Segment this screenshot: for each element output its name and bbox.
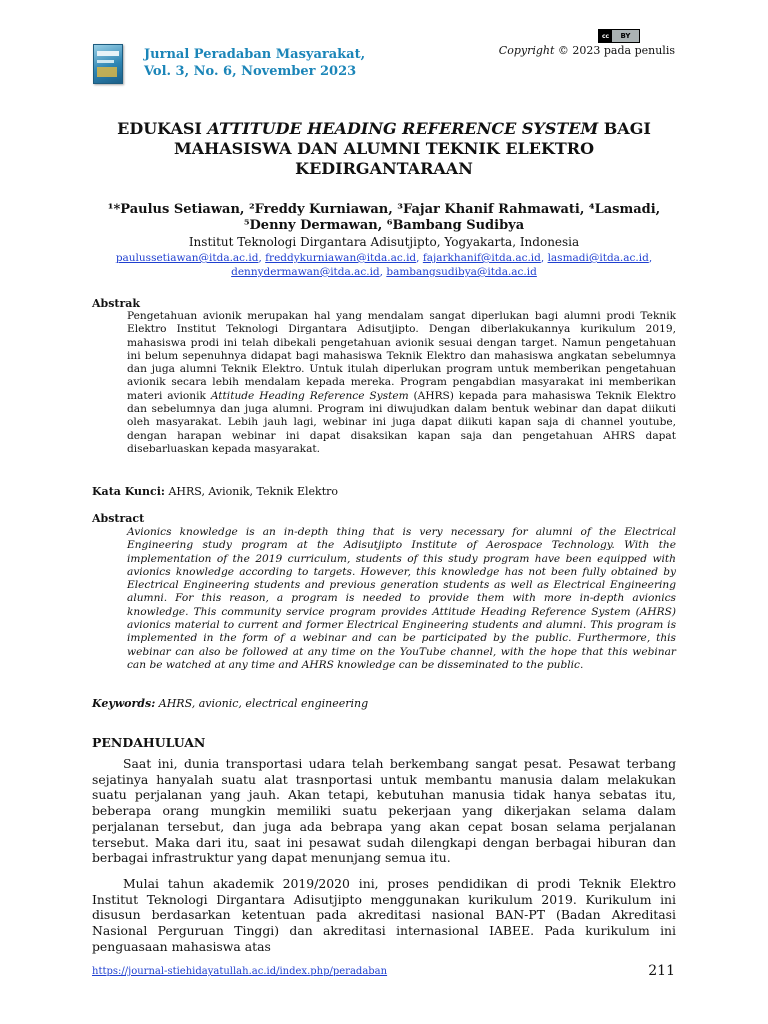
email-link[interactable]: freddykurniawan@itda.ac.id — [265, 252, 417, 264]
section-heading-pendahuluan: PENDAHULUAN — [92, 735, 206, 750]
email-link[interactable]: bambangsudibya@itda.ac.id — [386, 266, 537, 278]
email-link[interactable]: paulussetiawan@itda.ac.id — [115, 252, 259, 264]
kata-kunci-label: Kata Kunci: — [92, 485, 165, 498]
author-emails: paulussetiawan@itda.ac.id, freddykurniawan@itda.ac.id, fajarkhanif@itda.ac.id, lasmadi@itda.ac.id, dennydermawan@itda.ac.id, bambangsudibya@itda.ac.id — [115, 252, 653, 278]
keywords-value: AHRS, avionic, electrical engineering — [155, 697, 369, 710]
author-line: ¹*Paulus Setiawan, ²Freddy Kurniawan, ³Fajar Khanif Rahmawati, ⁴Lasmadi, — [107, 202, 661, 217]
keywords — [92, 697, 368, 710]
abstrak-italic-text: Attitude Heading Reference System — [210, 389, 409, 402]
title-italic-part: ATTITUDE HEADING REFERENCE SYSTEM — [207, 119, 599, 138]
title-part: BAGI MAHASISWA DAN ALUMNI TEKNIK ELEKTRO KEDIRGANTARAAN — [173, 119, 651, 178]
journal-url-link[interactable]: https://journal-stiehidayatullah.ac.id/index.php/peradaban — [92, 966, 388, 977]
email-link[interactable]: dennydermawan@itda.ac.id — [231, 266, 380, 278]
kata-kunci-value: AHRS, Avionik, Teknik Elektro — [164, 485, 338, 498]
copyright-label: Copyright — [498, 44, 555, 57]
abstrak-text: (AHRS) kepada para mahasiswa Teknik Elektro dan sebelumnya dan juga alumni. Program ini diwujudkan dalam bentuk webinar dan dapat diikuti oleh masyarakat. Lebih jauh lagi, webinar ini juga dapat diikuti kapan saja di channel youtube, dengan harapan webinar ini dapat disaksikan kapan saja dan pengetahuan AHRS dapat disebarluaskan kepada masyarakat. — [127, 389, 676, 455]
body-paragraph: Saat ini, dunia transportasi udara telah berkembang sangat pesat. Pesawat terbang sejatinya hanyalah suatu alat trasnportasi untuk membantu manusia dalam melakukan suatu perjalanan yang jauh. Akan tetapi, kebutuhan manusia tidak hanya sebatas itu, beberapa orang mungkin memiliki suatu pekerjaan yang dikerjakan selama dalam perjalanan tersebut, dan juga ada bebrapa yang akan cepat bosan selama perjalanan tersebut. Maka dari itu, saat ini pesawat sudah dilengkapi dengan berbagai hiburan dan berbagai infrastruktur yang dapat menunjang semua itu. — [92, 756, 676, 866]
kata-kunci — [92, 485, 338, 498]
journal-cover-image — [93, 44, 123, 84]
by-icon: BY — [620, 32, 631, 40]
abstract-body: Avionics knowledge is an in-depth thing that is very necessary for alumni of the Electrical Engineering study program at the Adisutjipto Institute of Aerospace Technology. With the implementation of the 2019 curriculum, students of this study program have been equipped with avionics knowledge according to targets. However, this knowledge has not been fully obtained by Electrical Engineering students and previous generation students as well as Electrical Engineering alumni. For this reason, a program is needed to provide them with more in-depth avionics knowledge. This community service program provides Attitude Heading Reference System (AHRS) avionics material to current and former Electrical Engineering students and alumni. This program is implemented in the form of a webinar and can be participated by the public. Furthermore, this webinar can also be followed at any time on the YouTube channel, with the hope that this webinar can be watched at any time and AHRS knowledge can be disseminated to the public. — [127, 526, 676, 671]
abstrak-heading: Abstrak — [92, 297, 141, 310]
journal-volume: Vol. 3, No. 6, November 2023 — [144, 64, 357, 79]
title-part: EDUKASI — [117, 119, 208, 138]
keywords-label: Keywords: — [92, 697, 156, 710]
email-link[interactable]: fajarkhanif@itda.ac.id — [422, 252, 541, 264]
cc-icon: cc — [599, 30, 612, 42]
journal-name: Jurnal Peradaban Masyarakat, — [144, 47, 366, 62]
affiliation: Institut Teknologi Dirgantara Adisutjipto, Yogyakarta, Indonesia — [188, 235, 580, 249]
cc-by-license-icon — [598, 29, 640, 43]
paper-title — [100, 119, 668, 179]
email-link[interactable]: lasmadi@itda.ac.id — [547, 252, 649, 264]
abstrak-body — [127, 310, 676, 456]
copyright-text: © 2023 pada penulis — [554, 44, 675, 57]
copyright-notice — [499, 44, 675, 57]
page-number: 211 — [648, 963, 675, 979]
abstract-heading: Abstract — [92, 512, 145, 525]
journal-title — [144, 46, 365, 80]
body-paragraph: Mulai tahun akademik 2019/2020 ini, proses pendidikan di prodi Teknik Elektro Institut Teknologi Dirgantara Adisutjipto menggunakan kurikulum 2019. Kurikulum ini disusun berdasarkan ketentuan pada akreditasi nasional BAN-PT (Badan Akreditasi Nasional Perguruan Tinggi) dan akreditasi internasional IABEE. Pada kurikulum ini penguasaan mahasiswa atas — [92, 876, 676, 954]
author-line: ⁵Denny Dermawan, ⁶Bambang Sudibya — [243, 218, 525, 233]
author-list — [90, 202, 678, 234]
abstrak-text: Pengetahuan avionik merupakan hal yang mendalam sangat diperlukan bagi alumni prodi Teknik Elektro Institut Teknologi Dirgantara Adisutjipto. Dengan diberlakukannya kurikulum 2019, mahasiswa prodi ini telah dibekali pengetahuan avionik sesuai dengan target. Namun pengetahuan ini belum sepenuhnya didapat bagi mahasiswa Teknik Elektro dan mahasiswa angkatan sebelumnya dan juga alumni Teknik Elektro. Untuk itulah diperlukan program untuk memberikan pengetahuan avionik secara lebih mendalam kepada mereka. Program pengabdian masyarakat ini memberikan materi avionik — [127, 310, 676, 402]
